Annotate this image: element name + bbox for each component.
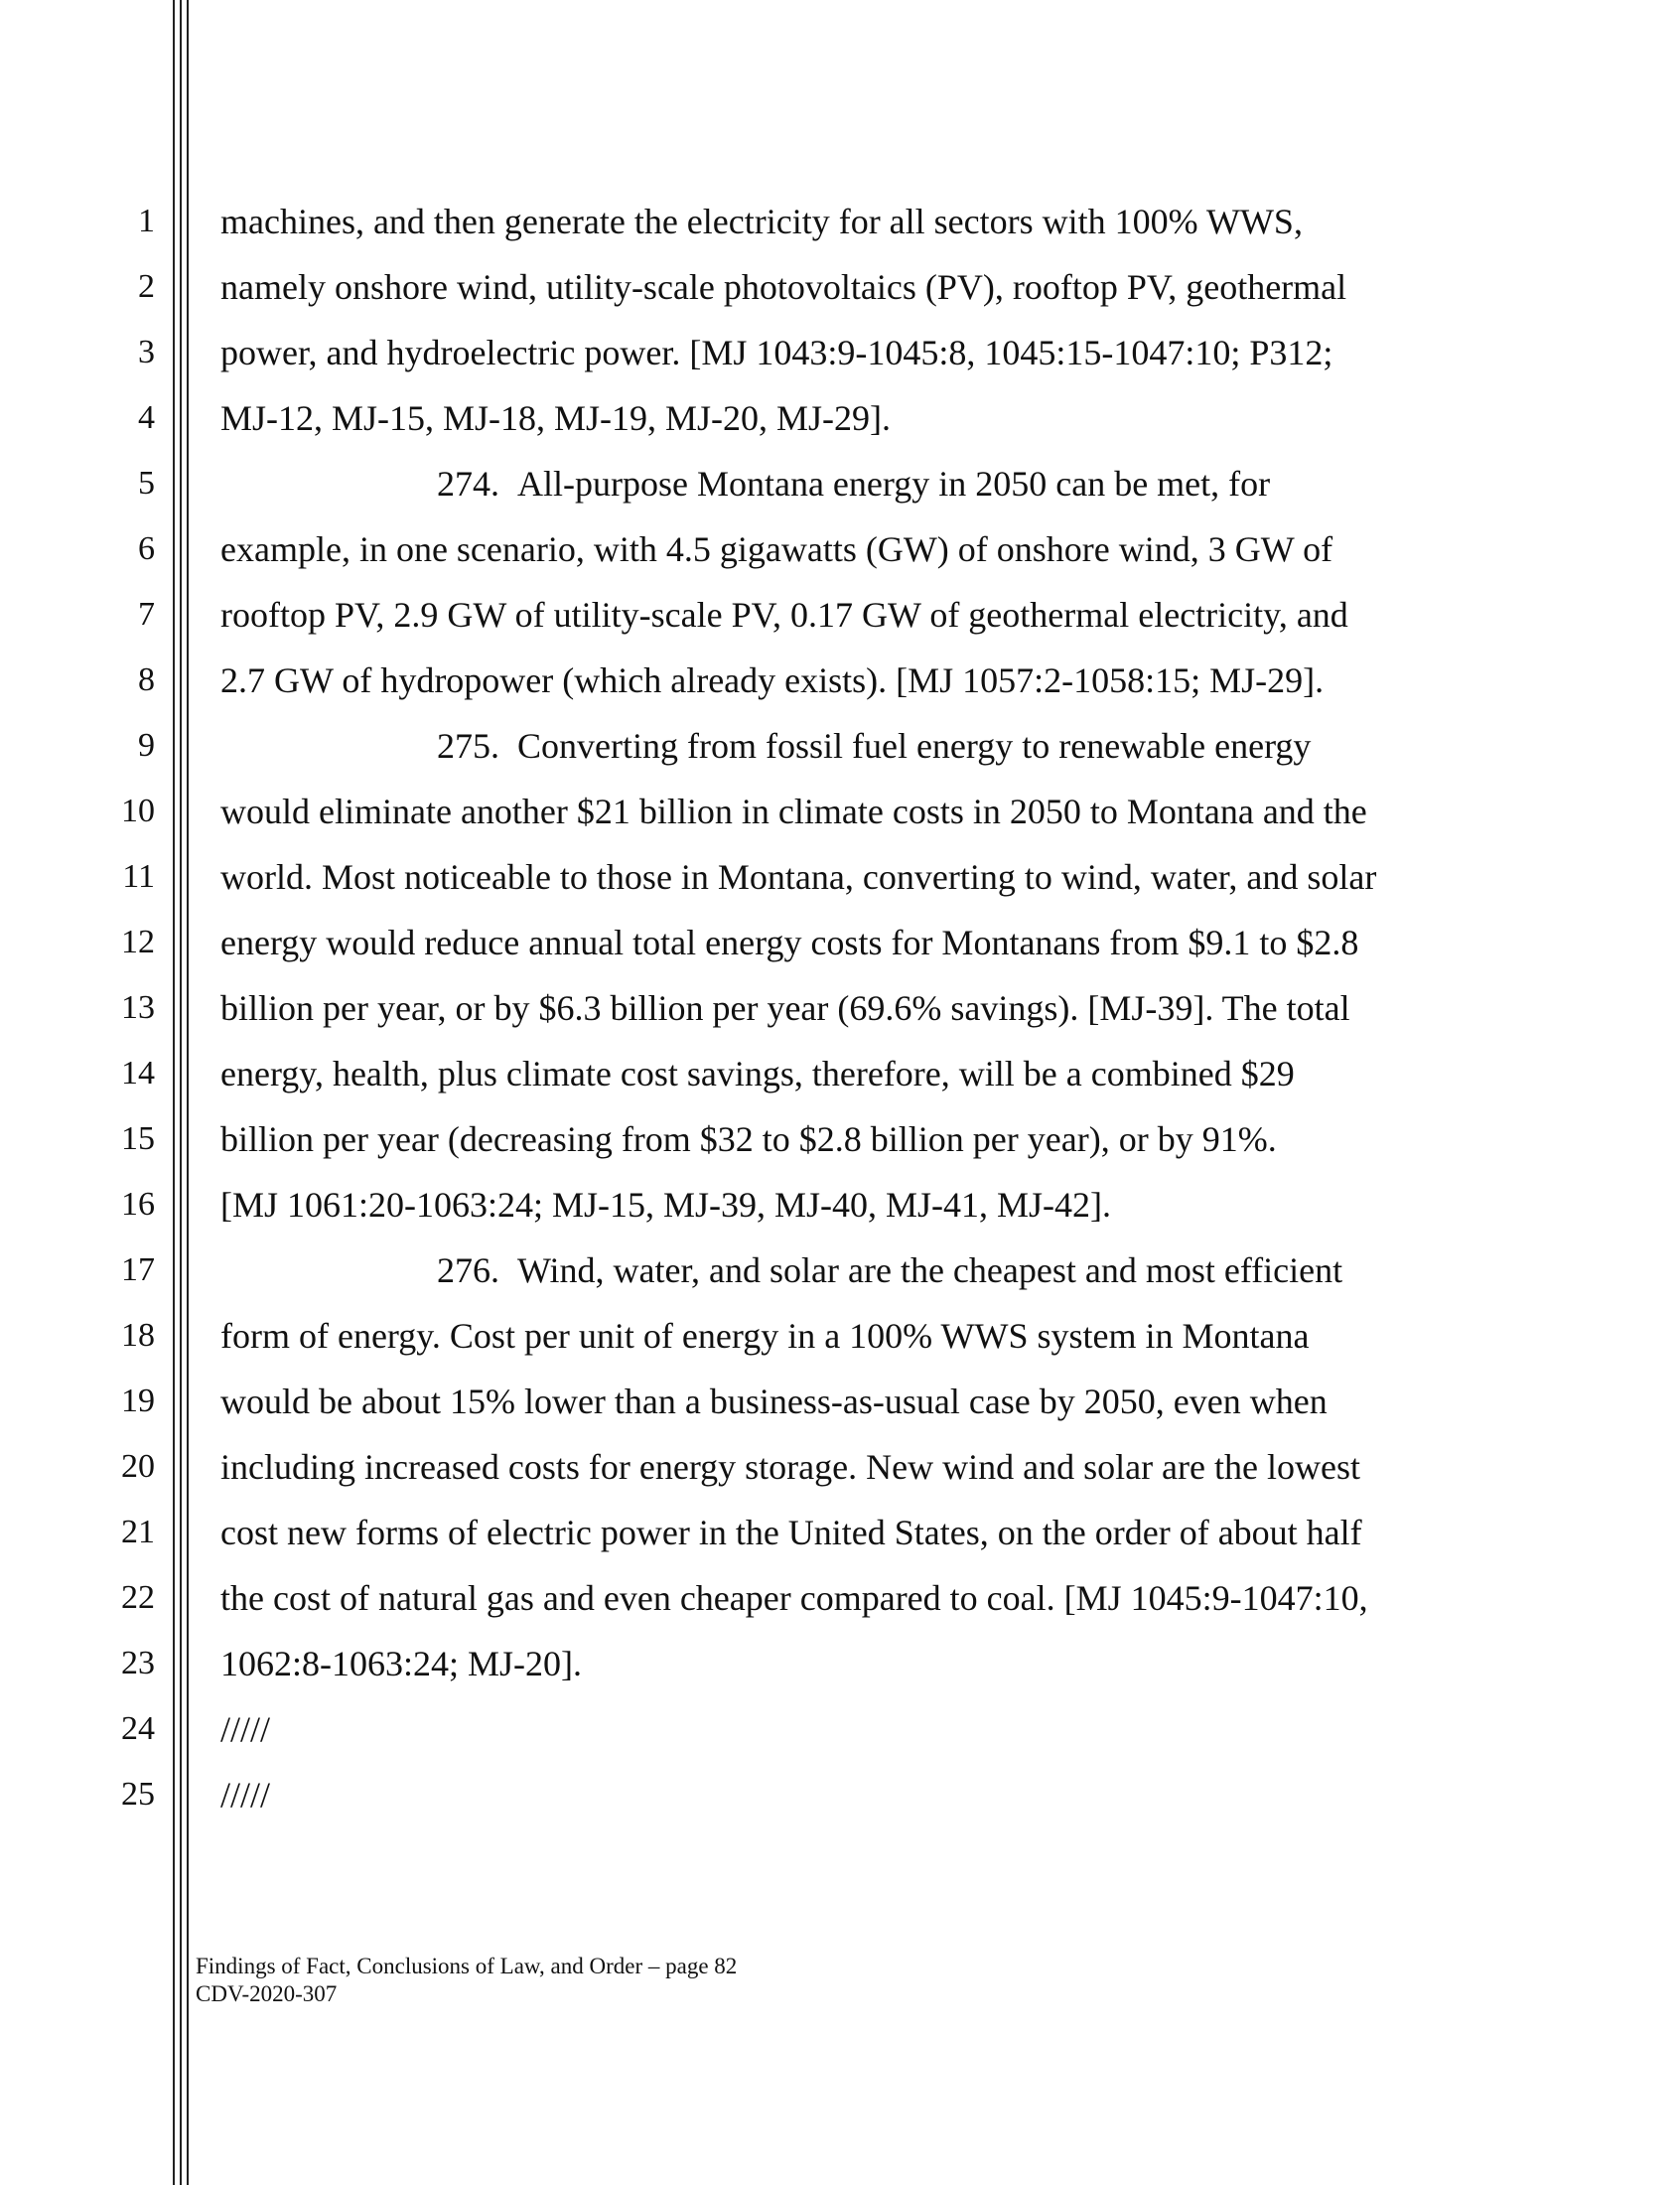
text-line: billion per year, or by $6.3 billion per year (69.6% savings). [MJ-39]. The total	[220, 988, 1350, 1028]
paragraph-number: 274.	[437, 464, 499, 504]
text-line: [MJ 1061:20-1063:24; MJ-15, MJ-39, MJ-40, MJ-41, MJ-42].	[220, 1185, 1112, 1225]
text-line: 275. Converting from fossil fuel energy to renewable energy	[437, 726, 1312, 766]
footer-title: Findings of Fact, Conclusions of Law, and Order – page 82	[196, 1954, 738, 1978]
line-number: 8	[138, 661, 155, 698]
line-number: 2	[138, 268, 155, 305]
text-line: energy, health, plus climate cost savings, therefore, will be a combined $29	[220, 1054, 1295, 1093]
text-line: 274. All-purpose Montana energy in 2050 can be met, for	[437, 464, 1271, 504]
line-number: 23	[121, 1645, 155, 1681]
text-line: form of energy. Cost per unit of energy in a 100% WWS system in Montana	[220, 1316, 1310, 1356]
left-margin-rule-outer	[173, 0, 175, 2185]
line-number: 3	[138, 334, 155, 370]
text-line: cost new forms of electric power in the United States, on the order of about half	[220, 1513, 1362, 1552]
footer-case-number: CDV-2020-307	[196, 1981, 338, 2006]
text-line: /////	[220, 1775, 271, 1815]
text-line: the cost of natural gas and even cheaper compared to coal. [MJ 1045:9-1047:10,	[220, 1578, 1368, 1618]
line-number: 25	[121, 1776, 155, 1813]
text-line: would be about 15% lower than a business-as-usual case by 2050, even when	[220, 1382, 1328, 1421]
line-number: 22	[121, 1579, 155, 1616]
line-number: 17	[121, 1251, 155, 1288]
line-number: 9	[138, 727, 155, 764]
line-number: 13	[121, 989, 155, 1026]
text-line: including increased costs for energy storage. New wind and solar are the lowest	[220, 1447, 1360, 1487]
line-number: 7	[138, 596, 155, 633]
text-line: power, and hydroelectric power. [MJ 1043:9-1045:8, 1045:15-1047:10; P312;	[220, 333, 1333, 372]
text-line: world. Most noticeable to those in Montana, converting to wind, water, and solar	[220, 857, 1377, 897]
text-line: billion per year (decreasing from $32 to $2.8 billion per year), or by 91%.	[220, 1119, 1277, 1159]
line-number: 24	[121, 1710, 155, 1747]
line-number: 6	[138, 530, 155, 567]
line-number: 15	[121, 1120, 155, 1157]
text-line: 276. Wind, water, and solar are the cheapest and most efficient	[437, 1250, 1343, 1290]
line-number: 1	[138, 203, 155, 239]
line-number: 16	[121, 1186, 155, 1223]
line-number: 11	[122, 858, 155, 895]
text-line: example, in one scenario, with 4.5 gigawatts (GW) of onshore wind, 3 GW of	[220, 529, 1333, 569]
line-number: 4	[138, 399, 155, 436]
line-number: 5	[138, 465, 155, 502]
left-margin-rule-middle	[180, 0, 182, 2185]
line-number: 18	[121, 1317, 155, 1354]
text-line: namely onshore wind, utility-scale photovoltaics (PV), rooftop PV, geothermal	[220, 267, 1347, 307]
text-line: 2.7 GW of hydropower (which already exists). [MJ 1057:2-1058:15; MJ-29].	[220, 660, 1325, 700]
text-line: energy would reduce annual total energy costs for Montanans from $9.1 to $2.8	[220, 923, 1359, 962]
text-line: /////	[220, 1709, 271, 1749]
page-footer	[196, 1953, 737, 2008]
line-number: 14	[121, 1055, 155, 1092]
line-number: 20	[121, 1448, 155, 1485]
text-line: MJ-12, MJ-15, MJ-18, MJ-19, MJ-20, MJ-29].	[220, 398, 892, 438]
text-line: machines, and then generate the electricity for all sectors with 100% WWS,	[220, 202, 1303, 241]
paragraph-number: 276.	[437, 1250, 499, 1290]
text-line: would eliminate another $21 billion in climate costs in 2050 to Montana and the	[220, 792, 1367, 831]
text-line: rooftop PV, 2.9 GW of utility-scale PV, 0.17 GW of geothermal electricity, and	[220, 595, 1348, 635]
line-number: 12	[121, 924, 155, 960]
line-number: 10	[121, 793, 155, 829]
text-line: 1062:8-1063:24; MJ-20].	[220, 1644, 582, 1683]
line-number: 21	[121, 1514, 155, 1550]
left-margin-rule-inner	[187, 0, 189, 2185]
paragraph-number: 275.	[437, 726, 499, 766]
line-number: 19	[121, 1383, 155, 1419]
